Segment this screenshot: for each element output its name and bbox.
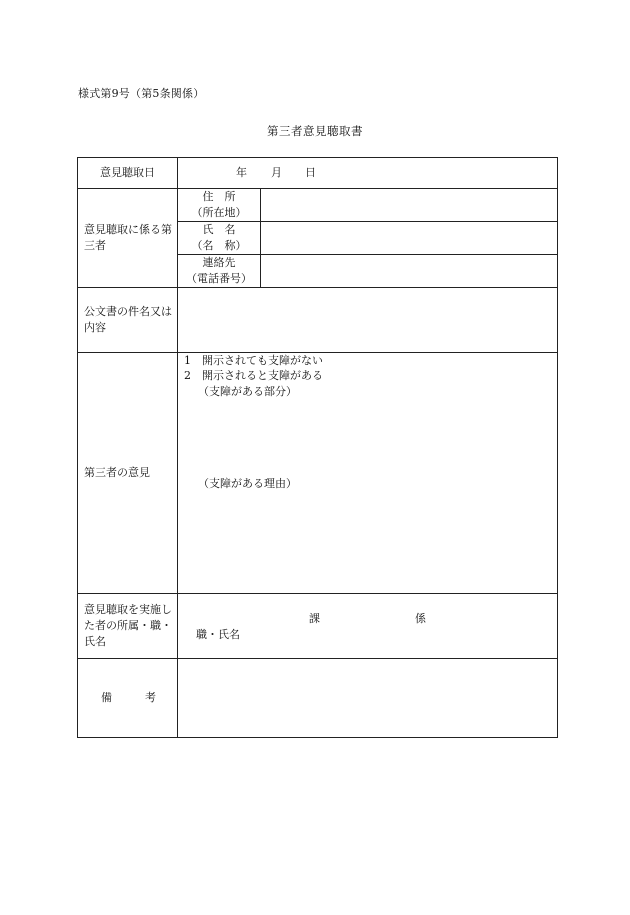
title-name-label: 職・氏名 <box>196 628 240 641</box>
row-hearing-date <box>78 158 558 189</box>
hearing-date-label: 意見聴取日 <box>78 158 178 189</box>
implementer-field[interactable] <box>178 594 558 659</box>
section-label: 課 <box>309 612 320 625</box>
opinion-label: 第三者の意見 <box>78 353 178 594</box>
third-party-label: 意見聴取に係る第三者 <box>78 189 178 288</box>
day-label: 日 <box>305 166 316 179</box>
implementer-label: 意見聴取を実施した者の所属・職・氏名 <box>78 594 178 659</box>
row-opinion <box>78 353 558 594</box>
option-hindrance[interactable]: 2 開示されると支障がある <box>184 369 323 382</box>
form-number: 様式第9号（第5条関係） <box>78 87 205 100</box>
year-label: 年 <box>236 166 247 179</box>
row-third-party-address <box>78 189 558 222</box>
remarks-field[interactable] <box>178 659 558 738</box>
address-label-line2: （所在地） <box>191 206 247 219</box>
name-label-line1: 氏 名 <box>202 223 236 236</box>
hearing-form-table <box>77 157 558 738</box>
row-remarks <box>78 659 558 738</box>
hindrance-reason-note: （支障がある理由） <box>198 477 297 490</box>
subsection-label: 係 <box>415 612 426 625</box>
option-no-hindrance[interactable]: 1 開示されても支障がない <box>184 354 323 367</box>
contact-label-line1: 連絡先 <box>202 256 236 269</box>
contact-label <box>178 255 261 288</box>
name-label <box>178 222 261 255</box>
address-label-line1: 住 所 <box>202 190 236 203</box>
hearing-date-field[interactable] <box>178 158 558 189</box>
name-label-line2: （名 称） <box>191 239 247 252</box>
month-label: 月 <box>271 166 282 179</box>
row-implementer <box>78 594 558 659</box>
address-label <box>178 189 261 222</box>
document-subject-label: 公文書の件名又は内容 <box>78 288 178 353</box>
row-document-subject <box>78 288 558 353</box>
address-field[interactable] <box>261 189 558 222</box>
remarks-label: 備 考 <box>101 691 156 704</box>
name-field[interactable] <box>261 222 558 255</box>
hindrance-part-note: （支障がある部分） <box>198 385 297 398</box>
remarks-label-cell <box>78 659 178 738</box>
document-subject-field[interactable] <box>178 288 558 353</box>
opinion-field[interactable] <box>178 353 558 594</box>
contact-label-line2: （電話番号） <box>186 272 252 285</box>
document-title: 第三者意見聴取書 <box>267 124 363 138</box>
contact-field[interactable] <box>261 255 558 288</box>
